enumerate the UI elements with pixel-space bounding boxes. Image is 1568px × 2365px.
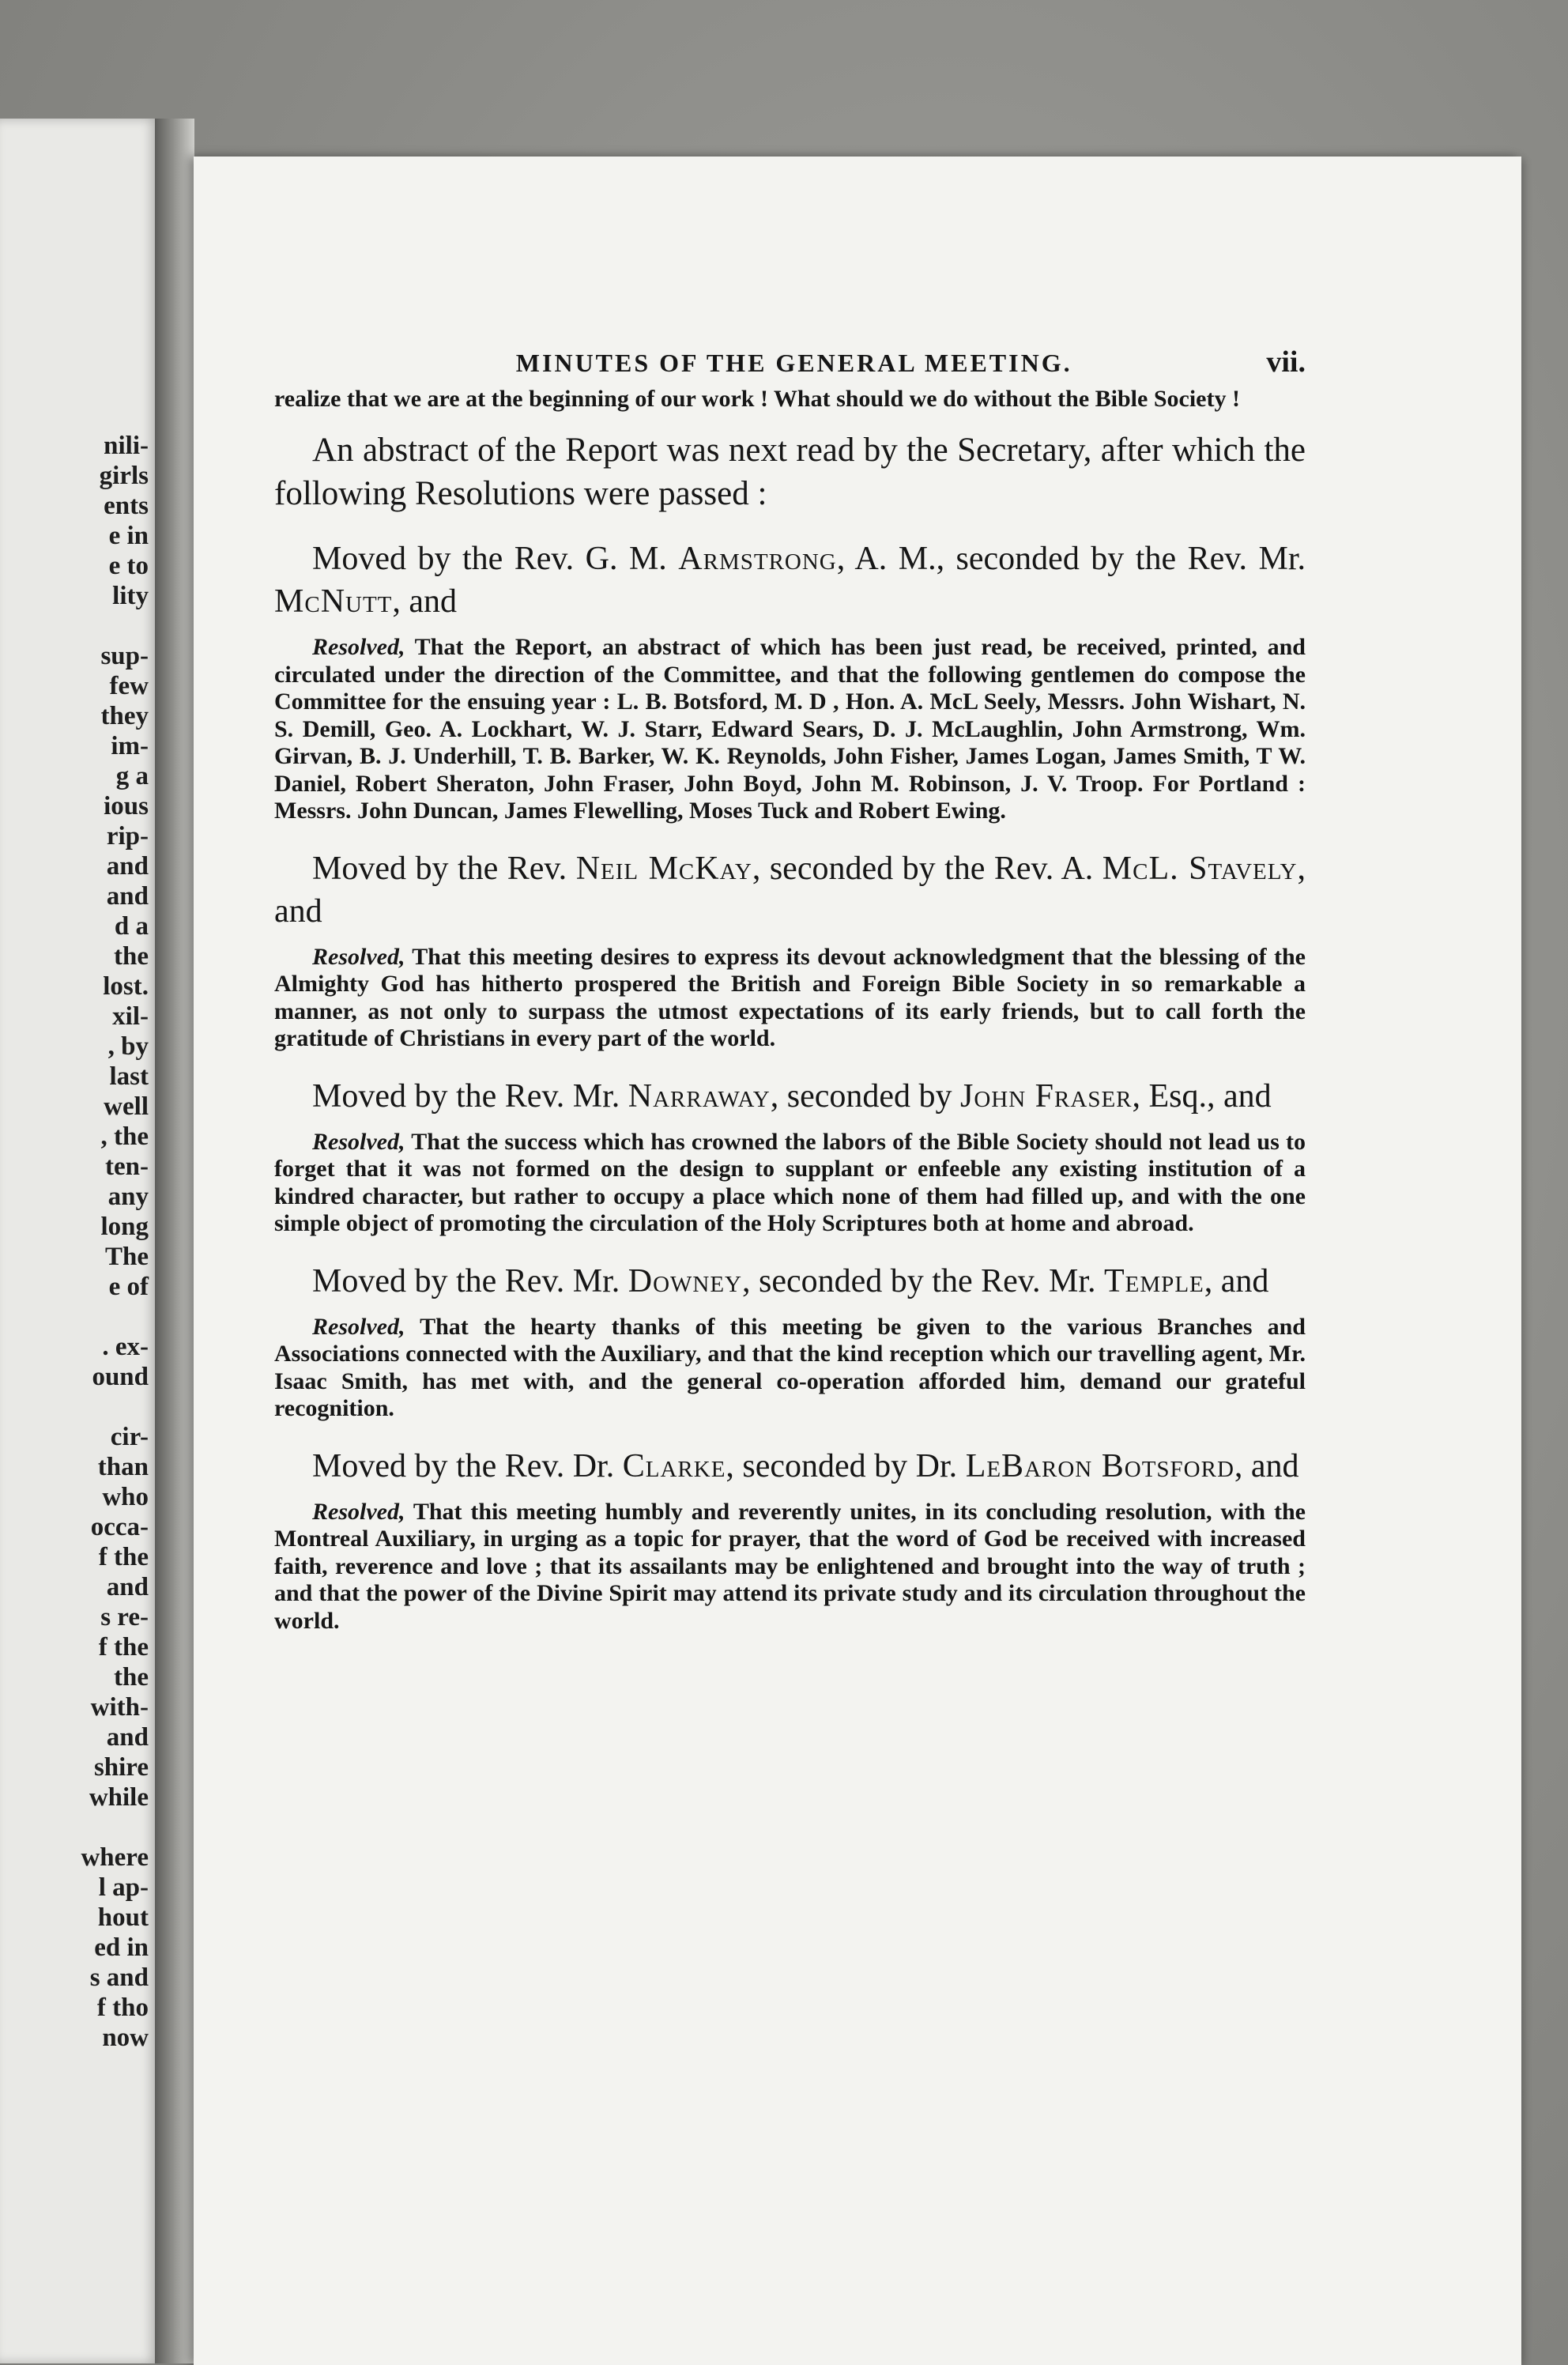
- abstract-paragraph: An abstract of the Report was next read by the Secretary, after which the following Resolutions were passed :: [274, 432, 1306, 512]
- resolution-5: Resolved, That this meeting humbly and reverently unites, in its concluding resolution, with the Montreal Auxiliary, in urging as a topic for prayer, that the word of God be received with increased faith, reverence and love ; that its assailants may be enlightened and brought into the way of truth ; and that the power of the Divine Spirit may attend its private study and its circulation throughout the world.: [274, 1498, 1306, 1634]
- page-gutter: [155, 119, 194, 2363]
- resolution-3: Resolved, That the success which has crowned the labors of the Bible Society should not lead us to forget that it was not formed on the design to supplant or enfeeble any existing institution of a kindred character, but rather to occupy a place which none of them had filled up, and with the one simple object of promoting the circulation of the Holy Scriptures both at home and abroad.: [274, 1128, 1306, 1236]
- page-number: vii.: [1266, 345, 1306, 379]
- motion-4: Moved by the Rev. Mr. Downey, seconded by the Rev. Mr. Temple, and: [312, 1262, 1269, 1299]
- motion-2: Moved by the Rev. Neil McKay, seconded by the Rev. A. McL. Stavely, and: [274, 850, 1306, 930]
- left-page-text: nili- girls ents e in e to lity sup- few they im- g a ious rip- and and d a the lost. xil- , by last well , the ten- any long The e of . ex- ound cir- than who occa- f the and s re- f the the with- and shire while where l ap- hout ed in s and f tho now: [81, 432, 149, 2052]
- resolution-2: Resolved, That this meeting desires to express its devout acknowledgment that the blessing of the Almighty God has hitherto prospered the British and Foreign Bible Society in so remarkable a manner, as not only to surpass the utmost expectations of its early friends, but to call forth the gratitude of Christians in every part of the world.: [274, 943, 1306, 1051]
- continued-paragraph: realize that we are at the beginning of our work ! What should we do without the Bible Society !: [274, 386, 1240, 412]
- header-title: MINUTES OF THE GENERAL MEETING.: [515, 349, 1072, 377]
- resolution-1: Resolved, That the Report, an abstract of which has been just read, be received, printed, and circulated under the direction of the Committee, and that the following gentlemen do compose the Committee for the ensuing year : L. B. Botsford, M. D , Hon. A. McL Seely, Messrs. John Wishart, N. S. Demill, Geo. A. Lockhart, W. J. Starr, Edward Sears, D. J. McLaughlin, John Armstrong, Wm. Girvan, B. J. Underhill, T. B. Barker, W. K. Reynolds, John Fisher, James Logan, James Smith, T W. Daniel, Robert Sheraton, John Fraser, John Boyd, John M. Robinson, J. V. Troop. For Portland : Messrs. John Duncan, James Flewelling, Moses Tuck and Robert Ewing.: [274, 634, 1306, 824]
- body-text: [274, 386, 1306, 1635]
- main-page: [194, 157, 1521, 2365]
- resolution-4: Resolved, That the hearty thanks of this meeting be given to the various Branches and Associations connected with the Auxiliary, and that the kind reception which our travelling agent, Mr. Isaac Smith, has met with, and the general co-operation afforded him, demand our grateful recognition.: [274, 1313, 1306, 1421]
- running-header: [274, 345, 1306, 379]
- motion-1: Moved by the Rev. G. M. Armstrong, A. M., seconded by the Rev. Mr. McNutt, and: [274, 541, 1306, 620]
- left-page-edge: [0, 119, 158, 2363]
- motion-5: Moved by the Rev. Dr. Clarke, seconded by Dr. LeBaron Botsford, and: [312, 1447, 1299, 1484]
- motion-3: Moved by the Rev. Mr. Narraway, seconded by John Fraser, Esq., and: [312, 1077, 1272, 1115]
